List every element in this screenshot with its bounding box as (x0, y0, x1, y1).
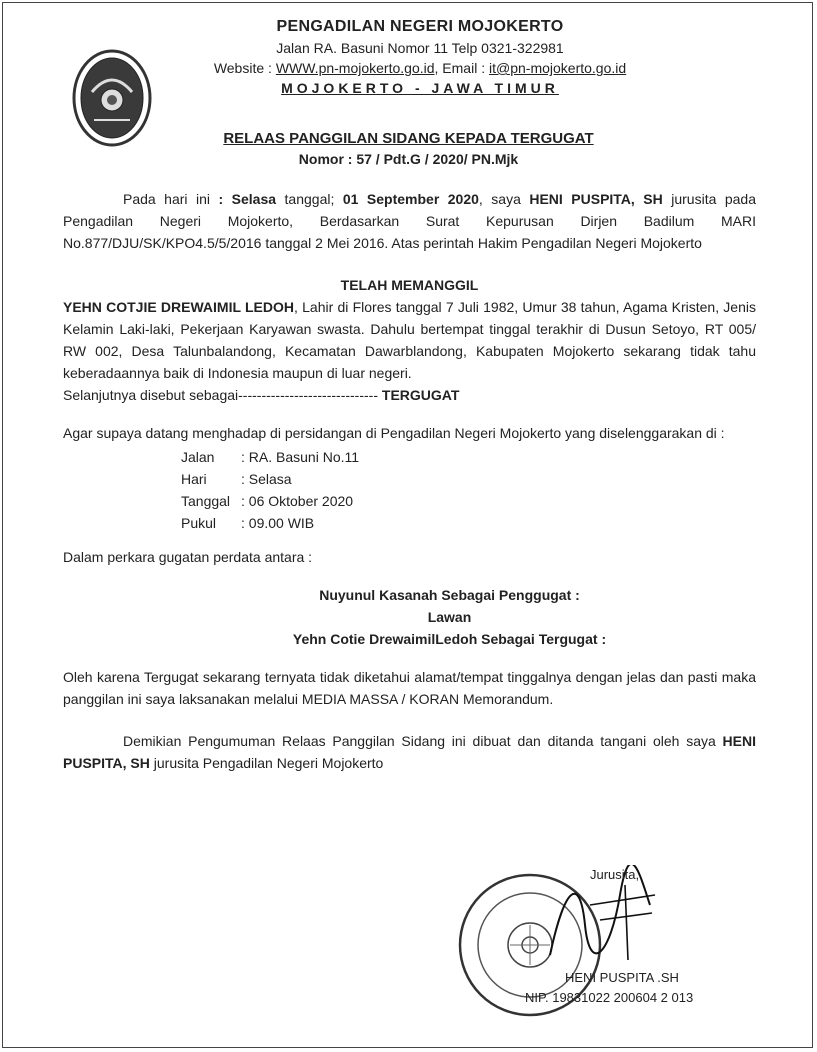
signatory-nip: NIP. 19831022 200604 2 013 (525, 990, 694, 1005)
closing-text-2: jurusita Pengadilan Negeri Mojokerto (149, 755, 384, 771)
schedule-key: Jalan (181, 449, 215, 465)
p1-text-2: tanggal; (276, 191, 343, 207)
schedule-row-time (181, 512, 756, 534)
p1-date: 01 September 2020 (342, 191, 479, 207)
p1-text-3: , saya (478, 191, 530, 207)
p1-text-1: Pada hari ini (123, 191, 219, 207)
case-intro: Dalam perkara gugatan perdata antara : (63, 549, 313, 565)
closing-bailiff: HENI PUSPITA, SH (63, 733, 756, 771)
p1-bailiff: HENI PUSPITA, SH (529, 191, 663, 207)
versus-text: Lawan (427, 609, 472, 625)
summoned-heading-text: TELAH MEMANGGIL (340, 277, 479, 293)
email-label: , Email : (434, 60, 489, 76)
defendant-party-text: Yehn Cotie DrewaimilLedoh Sebagai Tergugat : (292, 631, 607, 647)
case-parties (63, 584, 756, 650)
summoned-heading (63, 274, 756, 296)
opening-paragraph (63, 188, 756, 254)
schedule-row-day (181, 468, 756, 490)
defendant-details: , Lahir di Flores tanggal 7 Juli 1982, Umur 38 tahun, Agama Kristen, Jenis Kelamin Laki-laki, Pekerjaan Karyawan swasta. Dahulu bertempat tinggal terakhir di Dusun Setoyo, RT 005/ RW 002, Desa Talunbalandong, Kecamatan Dawarblandong, Kabupaten Mojokerto sekarang tidak tahu keberadaannya baik di Indonesia maupun di luar negeri. (63, 299, 756, 381)
letterhead-text (140, 18, 700, 96)
closing-paragraph (63, 730, 756, 774)
schedule-key: Tanggal (181, 493, 231, 509)
p1-text-4: jurusita pada Pengadilan Negeri Mojokerto, Berdasarkan Surat Kepurusan Dirjen Badilum MARI No.877/DJU/SK/KPO4.5/5/2016 tanggal 2 Mei 2016. Atas perintah Hakim Pengadilan Negeri Mojokerto (63, 191, 756, 251)
schedule-row-date (181, 490, 756, 512)
closing-text-1: Demikian Pengumuman Relaas Panggilan Sidang ini dibuat dan ditanda tangani oleh saya (123, 733, 723, 749)
website-link[interactable]: WWW.pn-mojokerto.go.id (275, 60, 435, 76)
schedule-value: : Selasa (241, 471, 292, 487)
defendant-line (63, 628, 756, 650)
document-heading (0, 130, 817, 167)
versus-line (63, 606, 756, 628)
referred-as-line (63, 384, 756, 406)
schedule-value: : 09.00 WIB (241, 515, 315, 531)
court-name: PENGADILAN NEGERI MOJOKERTO (276, 18, 564, 35)
referred-as-text: Selanjutnya disebut sebagai------------------------------ (63, 387, 382, 403)
defendant-name: YEHN COTJIE DREWAIMIL LEDOH (63, 299, 294, 315)
schedule-key: Hari (181, 471, 207, 487)
signature-block (455, 855, 715, 1035)
website-label: Website : (213, 60, 276, 76)
signature-title: Jurusita, (590, 867, 640, 882)
attend-paragraph: Agar supaya datang menghadap di persidangan di Pengadilan Negeri Mojokerto yang diselenggarakan di : (63, 425, 725, 441)
schedule-value: : RA. Basuni No.11 (241, 449, 360, 465)
court-region: MOJOKERTO - JAWA TIMUR (281, 80, 559, 96)
defendant-paragraph (63, 296, 756, 384)
letterhead (0, 0, 817, 110)
hearing-schedule (181, 446, 756, 534)
schedule-key: Pukul (181, 515, 217, 531)
plaintiff-line (63, 584, 756, 606)
plaintiff-text: Nuyunul Kasanah Sebagai Penggugat : (319, 587, 580, 603)
document-body (63, 188, 756, 774)
court-address: Jalan RA. Basuni Nomor 11 Telp 0321-322981 (276, 40, 564, 56)
court-contact (140, 60, 700, 76)
referred-as-label: TERGUGAT (381, 387, 460, 403)
document-number: Nomor : 57 / Pdt.G / 2020/ PN.Mjk (298, 151, 519, 167)
p1-day: : Selasa (218, 191, 277, 207)
media-paragraph: Oleh karena Tergugat sekarang ternyata tidak diketahui alamat/tempat tinggalnya dengan jelas dan pasti maka panggilan ini saya laksanakan melalui MEDIA MASSA / KORAN Memorandum. (63, 669, 756, 707)
email-link[interactable]: it@pn-mojokerto.go.id (489, 60, 627, 76)
schedule-value: : 06 Oktober 2020 (241, 493, 354, 509)
signatory-name: HENI PUSPITA .SH (565, 970, 679, 985)
document-title: RELAAS PANGGILAN SIDANG KEPADA TERGUGAT (223, 130, 594, 147)
schedule-row-street (181, 446, 756, 468)
